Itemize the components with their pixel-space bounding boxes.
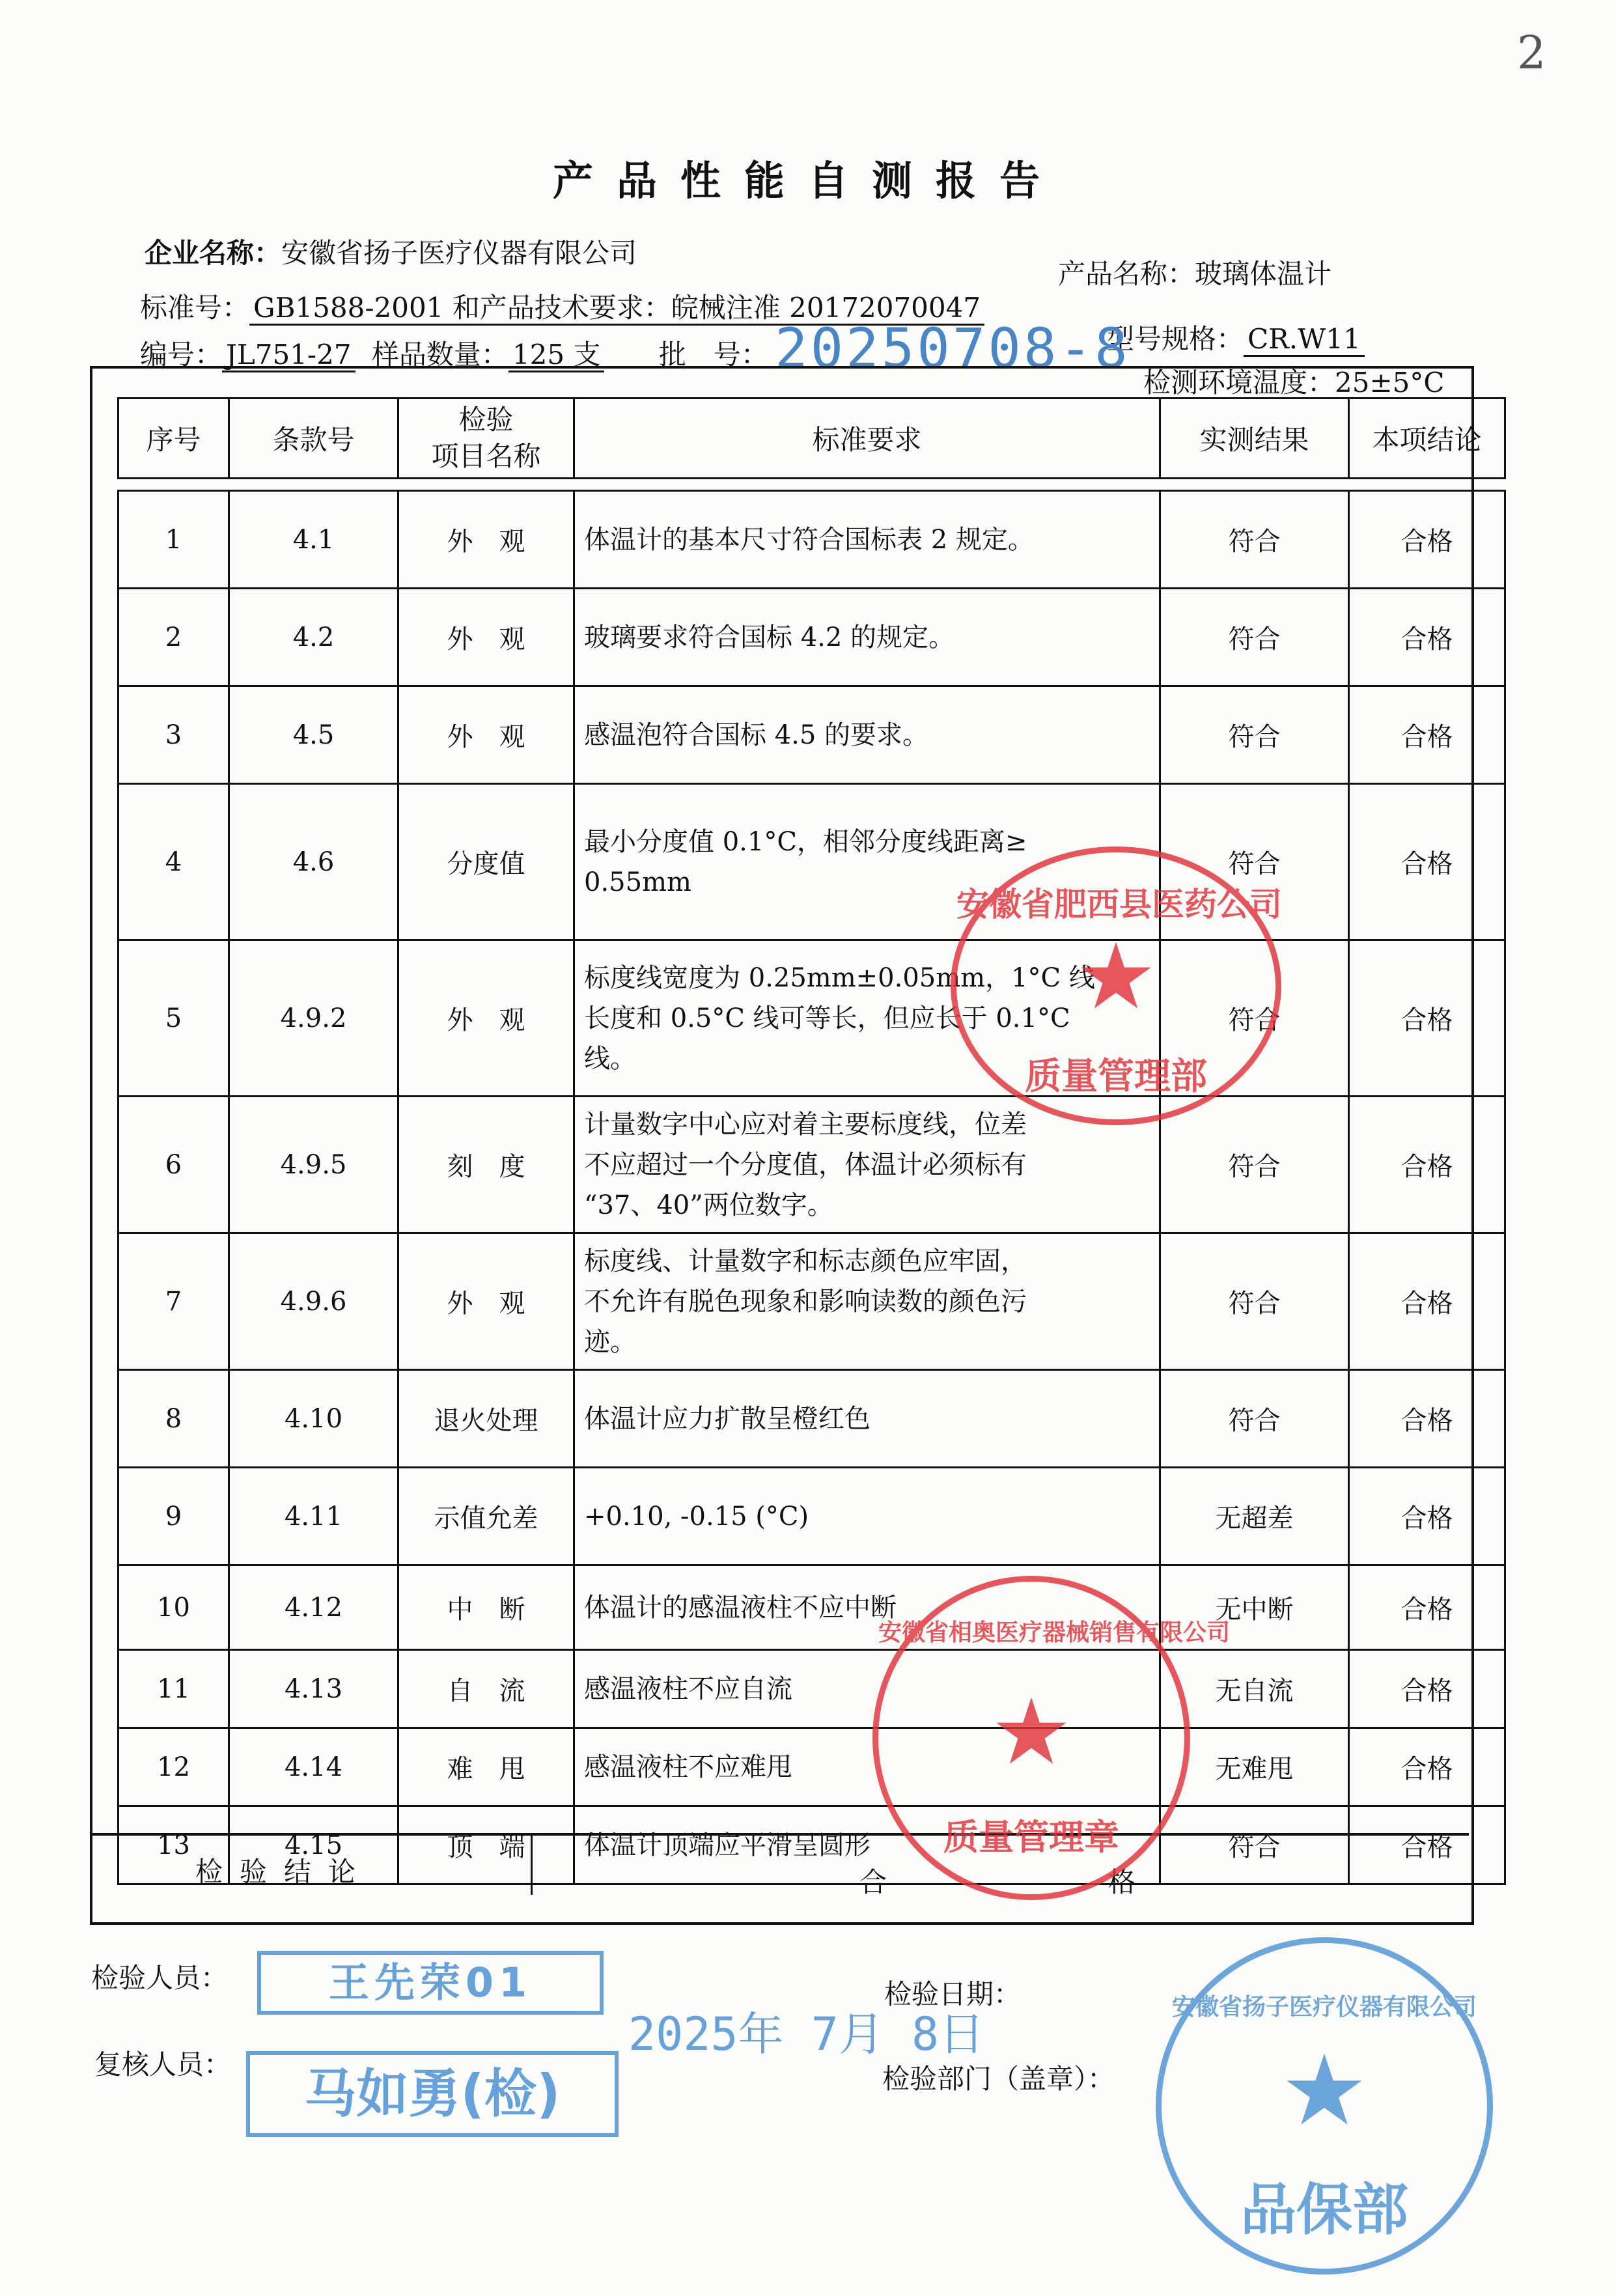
cell-requirement: 体温计顶端应平滑呈圆形 bbox=[574, 1806, 1160, 1884]
cell-verdict: 合格 bbox=[1349, 784, 1505, 940]
cell-item: 示值允差 bbox=[398, 1468, 574, 1565]
inspector-label: 检验人员： bbox=[91, 1962, 229, 1994]
cell-clause: 4.5 bbox=[229, 686, 398, 784]
cell-requirement: 标度线宽度为 0.25mm±0.05mm，1°C 线 长度和 0.5°C 线可等长，但应长于 0.1°C 线。 bbox=[574, 940, 1160, 1097]
cell-verdict: 合格 bbox=[1349, 1097, 1505, 1233]
model-label: 型号规格： bbox=[1107, 323, 1244, 355]
header-requirement: 标准要求 bbox=[574, 399, 1160, 479]
cell-requirement: 体温计的感温液柱不应中断 bbox=[574, 1565, 1160, 1650]
cell-result: 无中断 bbox=[1160, 1565, 1349, 1650]
cell-result: 符合 bbox=[1160, 491, 1349, 589]
cell-item: 外 观 bbox=[398, 1233, 574, 1370]
cell-result: 符合 bbox=[1160, 940, 1349, 1097]
cell-requirement: 感温泡符合国标 4.5 的要求。 bbox=[574, 686, 1160, 784]
cell-item: 顶 端 bbox=[398, 1806, 574, 1884]
star-icon: ★ bbox=[1075, 924, 1157, 1030]
reviewer-label: 复核人员： bbox=[94, 2049, 232, 2080]
reviewer-stamp: 马如勇(检) bbox=[246, 2051, 619, 2137]
header-verdict: 本项结论 bbox=[1349, 399, 1505, 479]
batch-value: 20250708-8 bbox=[775, 316, 1130, 380]
batch-label: 批 号： bbox=[658, 339, 768, 371]
red-seal-quality-dept bbox=[951, 847, 1281, 1125]
table-row bbox=[118, 1097, 1505, 1233]
star-icon: ★ bbox=[1280, 2034, 1369, 2148]
red-seal-1-outer: 安徽省肥西县医药公司 bbox=[956, 886, 1282, 923]
blue-seal-inner: 品保部 bbox=[1240, 2177, 1408, 2243]
cell-result: 无难甩 bbox=[1160, 1728, 1349, 1806]
cell-verdict: 合格 bbox=[1349, 1650, 1505, 1728]
cell-item: 自 流 bbox=[398, 1650, 574, 1728]
cell-item: 外 观 bbox=[398, 940, 574, 1097]
cell-result: 符合 bbox=[1160, 784, 1349, 940]
model-value: CR.W11 bbox=[1244, 323, 1365, 357]
cell-verdict: 合格 bbox=[1349, 1806, 1505, 1884]
header-item: 检验 项目名称 bbox=[398, 399, 574, 479]
cell-requirement: 最小分度值 0.1°C，相邻分度线距离≥ 0.55mm bbox=[574, 784, 1160, 940]
table-row bbox=[118, 1468, 1505, 1565]
cell-item: 刻 度 bbox=[398, 1097, 574, 1233]
cell-clause: 4.1 bbox=[229, 491, 398, 589]
cell-item: 难 甩 bbox=[398, 1728, 574, 1806]
corner-mark: 2 bbox=[1517, 26, 1546, 79]
cell-verdict: 合格 bbox=[1349, 1565, 1505, 1650]
cell-verdict: 合格 bbox=[1349, 940, 1505, 1097]
cell-requirement: 玻璃要求符合国标 4.2 的规定。 bbox=[574, 589, 1160, 686]
cell-clause: 4.9.5 bbox=[229, 1097, 398, 1233]
dept-label: 检验部门（盖章）： bbox=[882, 2063, 1115, 2095]
header-result: 实测结果 bbox=[1160, 399, 1349, 479]
table-row bbox=[118, 1370, 1505, 1468]
cell-result: 符合 bbox=[1160, 1370, 1349, 1468]
cell-seq: 1 bbox=[118, 491, 229, 589]
cell-requirement: 计量数字中心应对着主要标度线，位差 不应超过一个分度值，体温计必须标有 “37、40”两位数字。 bbox=[574, 1097, 1160, 1233]
table-header-row bbox=[118, 399, 1505, 479]
header-seq: 序号 bbox=[118, 399, 229, 479]
cell-requirement: 标度线、计量数字和标志颜色应牢固， 不允许有脱色现象和影响读数的颜色污 迹。 bbox=[574, 1233, 1160, 1370]
cell-item: 退火处理 bbox=[398, 1370, 574, 1468]
cell-seq: 8 bbox=[118, 1370, 229, 1468]
cell-seq: 5 bbox=[118, 940, 229, 1097]
cell-seq: 12 bbox=[118, 1728, 229, 1806]
conclusion-value: 合格 bbox=[859, 1866, 1358, 1898]
red-seal-2-inner: 质量管理章 bbox=[943, 1817, 1119, 1858]
env-value: 25±5°C bbox=[1335, 367, 1445, 399]
cell-verdict: 合格 bbox=[1349, 1468, 1505, 1565]
number-label: 编号： bbox=[140, 339, 223, 371]
star-icon: ★ bbox=[990, 1679, 1072, 1785]
cell-requirement: 感温液柱不应难甩 bbox=[574, 1728, 1160, 1806]
company-label: 企业名称： bbox=[145, 237, 282, 269]
cell-requirement: +0.10, -0.15 (°C) bbox=[574, 1468, 1160, 1565]
cell-verdict: 合格 bbox=[1349, 1370, 1505, 1468]
date-label: 检验日期： bbox=[884, 1978, 1022, 2010]
cell-verdict: 合格 bbox=[1349, 491, 1505, 589]
sample-value: 125 支 bbox=[508, 339, 605, 372]
cell-seq: 3 bbox=[118, 686, 229, 784]
red-seal-2-outer: 安徽省相奥医疗器械销售有限公司 bbox=[878, 1619, 1231, 1646]
cell-clause: 4.11 bbox=[229, 1468, 398, 1565]
cell-clause: 4.6 bbox=[229, 784, 398, 940]
cell-clause: 4.13 bbox=[229, 1650, 398, 1728]
table-row bbox=[118, 686, 1505, 784]
table-row bbox=[118, 1650, 1505, 1728]
cell-result: 符合 bbox=[1160, 1806, 1349, 1884]
date-stamp: 2025年 7月 8日 bbox=[628, 2008, 985, 2061]
inspector-stamp: 王先荣01 bbox=[257, 1951, 604, 2015]
cell-requirement: 体温计应力扩散呈橙红色 bbox=[574, 1370, 1160, 1468]
cell-result: 符合 bbox=[1160, 1097, 1349, 1233]
cell-verdict: 合格 bbox=[1349, 686, 1505, 784]
cell-result: 无自流 bbox=[1160, 1650, 1349, 1728]
red-seal-1-inner: 质量管理部 bbox=[1025, 1056, 1207, 1098]
table-row bbox=[118, 940, 1505, 1097]
cell-seq: 9 bbox=[118, 1468, 229, 1565]
report-title: 产品性能自测报告 bbox=[552, 157, 1063, 204]
cell-requirement: 体温计的基本尺寸符合国标表 2 规定。 bbox=[574, 491, 1160, 589]
cell-seq: 4 bbox=[118, 784, 229, 940]
company-line bbox=[145, 232, 637, 271]
cell-clause: 4.2 bbox=[229, 589, 398, 686]
conclusion-label: 检验结论 bbox=[195, 1856, 373, 1888]
table-row bbox=[118, 1233, 1505, 1370]
cell-seq: 6 bbox=[118, 1097, 229, 1233]
model-line bbox=[1107, 318, 1365, 357]
standard-label: 标准号： bbox=[140, 292, 250, 324]
header-clause: 条款号 bbox=[229, 399, 398, 479]
company-name: 安徽省扬子医疗仪器有限公司 bbox=[281, 237, 637, 269]
cell-verdict: 合格 bbox=[1349, 1233, 1505, 1370]
table-row bbox=[118, 589, 1505, 686]
table-row bbox=[118, 784, 1505, 940]
env-label: 检测环境温度： bbox=[1143, 367, 1335, 399]
cell-seq: 7 bbox=[118, 1233, 229, 1370]
cell-clause: 4.9.6 bbox=[229, 1233, 398, 1370]
cell-seq: 13 bbox=[118, 1806, 229, 1884]
product-label: 产品名称： bbox=[1058, 258, 1195, 290]
cell-result: 无超差 bbox=[1160, 1468, 1349, 1565]
sample-label: 样品数量： bbox=[371, 339, 508, 371]
cell-requirement: 感温液柱不应自流 bbox=[574, 1650, 1160, 1728]
cell-item: 分度值 bbox=[398, 784, 574, 940]
cell-seq: 2 bbox=[118, 589, 229, 686]
product-name: 玻璃体温计 bbox=[1195, 258, 1332, 290]
table-row bbox=[118, 1565, 1505, 1650]
cell-seq: 10 bbox=[118, 1565, 229, 1650]
cell-item: 中 断 bbox=[398, 1565, 574, 1650]
cell-verdict: 合格 bbox=[1349, 589, 1505, 686]
cell-verdict: 合格 bbox=[1349, 1728, 1505, 1806]
product-line bbox=[1058, 253, 1331, 292]
cell-seq: 11 bbox=[118, 1650, 229, 1728]
cell-item: 外 观 bbox=[398, 686, 574, 784]
cell-clause: 4.14 bbox=[229, 1728, 398, 1806]
blue-seal-qa-dept bbox=[1156, 1937, 1493, 2275]
number-value: JL751-27 bbox=[222, 339, 355, 372]
cell-result: 符合 bbox=[1160, 589, 1349, 686]
cell-item: 外 观 bbox=[398, 589, 574, 686]
cell-clause: 4.10 bbox=[229, 1370, 398, 1468]
cell-clause: 4.15 bbox=[229, 1806, 398, 1884]
table-row bbox=[118, 491, 1505, 589]
cell-clause: 4.9.2 bbox=[229, 940, 398, 1097]
table-row bbox=[118, 1728, 1505, 1806]
standard-value: GB1588-2001 和产品技术要求：皖械注准 20172070047 bbox=[249, 292, 984, 326]
inspection-table bbox=[117, 397, 1506, 1885]
conclusion-divider bbox=[531, 1833, 533, 1895]
cell-result: 符合 bbox=[1160, 686, 1349, 784]
red-seal-quality-seal bbox=[872, 1576, 1231, 1900]
cell-item: 外 观 bbox=[398, 491, 574, 589]
blue-seal-outer: 安徽省扬子医疗仪器有限公司 bbox=[1171, 1994, 1477, 2021]
cell-clause: 4.12 bbox=[229, 1565, 398, 1650]
cell-result: 符合 bbox=[1160, 1233, 1349, 1370]
